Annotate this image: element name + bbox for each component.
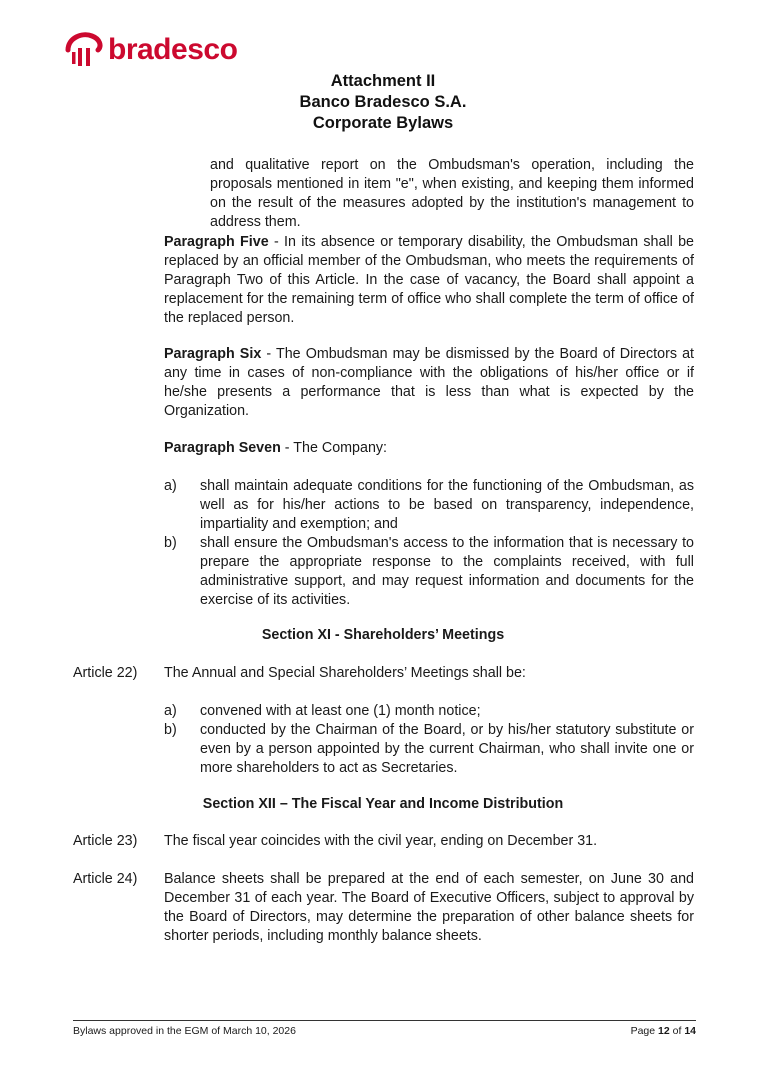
page-total: 14 bbox=[684, 1025, 696, 1037]
list-item: shall ensure the Ombudsman's access to the information that is necessary to prepare the appropriate response to the complaints received, with full administrative support, and may request information and documents for the exercise of its activities. bbox=[200, 535, 694, 608]
header-document-title: Corporate Bylaws bbox=[312, 114, 454, 132]
page-current: 12 bbox=[658, 1025, 670, 1037]
article-23-text: The fiscal year coincides with the civil year, ending on December 31. bbox=[164, 833, 598, 849]
paragraph-six bbox=[164, 345, 694, 421]
paragraph-six-text: - The Ombudsman may be dismissed by the Board of Directors at any time in cases of non-compliance with the obligations of his/her office or if he/she presents a performance that is less than what is expected by the Organization. bbox=[164, 346, 694, 419]
article-22-label: Article 22) bbox=[73, 665, 138, 681]
header-attachment: Attachment II bbox=[330, 72, 436, 90]
continuation-text: and qualitative report on the Ombudsman's operation, including the proposals mentioned in item "e", when existing, and keeping them informed on the result of the measures adopted by the institution's management to address them. bbox=[210, 157, 694, 230]
page-of: of bbox=[672, 1025, 682, 1037]
page-number bbox=[631, 1024, 696, 1038]
list-item-mark: a) bbox=[164, 478, 177, 494]
paragraph-seven-label: Paragraph Seven bbox=[164, 440, 281, 456]
bradesco-logo bbox=[64, 30, 237, 70]
list-item: conducted by the Chairman of the Board, or by his/her statutory substitute or even by a person appointed by the current Chairman, who shall invite one or more shareholders to act as Secretaries. bbox=[200, 722, 694, 776]
section-xii-title: Section XII – The Fiscal Year and Income Distribution bbox=[202, 796, 564, 812]
footer-divider bbox=[73, 1020, 696, 1021]
section-xi-title: Section XI - Shareholders’ Meetings bbox=[261, 627, 505, 643]
list-item: shall maintain adequate conditions for the functioning of the Ombudsman, as well as for his/her actions to be based on transparency, independence, impartiality and exemption; and bbox=[200, 478, 694, 532]
paragraph-six-label: Paragraph Six bbox=[164, 346, 262, 362]
list-item-mark: b) bbox=[164, 535, 177, 551]
bradesco-tree-icon bbox=[64, 30, 104, 70]
paragraph-seven bbox=[164, 439, 694, 458]
article-24-text: Balance sheets shall be prepared at the end of each semester, on June 30 and December 31 of each year. The Board of Executive Officers, subject to approval by the Board of Directors, may determine the preparation of other balance sheets for shorter periods, including monthly balance sheets. bbox=[164, 871, 694, 944]
paragraph-seven-text: - The Company: bbox=[280, 440, 388, 456]
brand-name: bradesco bbox=[108, 33, 238, 66]
article-24-label: Article 24) bbox=[73, 871, 138, 887]
list-item-mark: a) bbox=[164, 703, 177, 719]
list-item: convened with at least one (1) month notice; bbox=[200, 703, 481, 719]
paragraph-five bbox=[164, 233, 694, 328]
header-company: Banco Bradesco S.A. bbox=[299, 93, 467, 111]
paragraph-five-label: Paragraph Five bbox=[164, 234, 269, 250]
article-22-text: The Annual and Special Shareholders’ Meetings shall be: bbox=[164, 665, 526, 681]
article-23-label: Article 23) bbox=[73, 833, 138, 849]
document-header bbox=[0, 71, 766, 134]
paragraph-five-text: - In its absence or temporary disability, the Ombudsman shall be replaced by an official member of the Ombudsman, who meets the requirements of Paragraph Two of this Article. In the case of vacancy, the Board shall appoint a replacement for the remaining term of office who shall complete the term of office of the replaced person. bbox=[164, 234, 695, 326]
page-prefix: Page bbox=[630, 1025, 656, 1037]
list-item-mark: b) bbox=[164, 722, 177, 738]
footer-approval-note: Bylaws approved in the EGM of March 10, 2026 bbox=[73, 1025, 296, 1037]
